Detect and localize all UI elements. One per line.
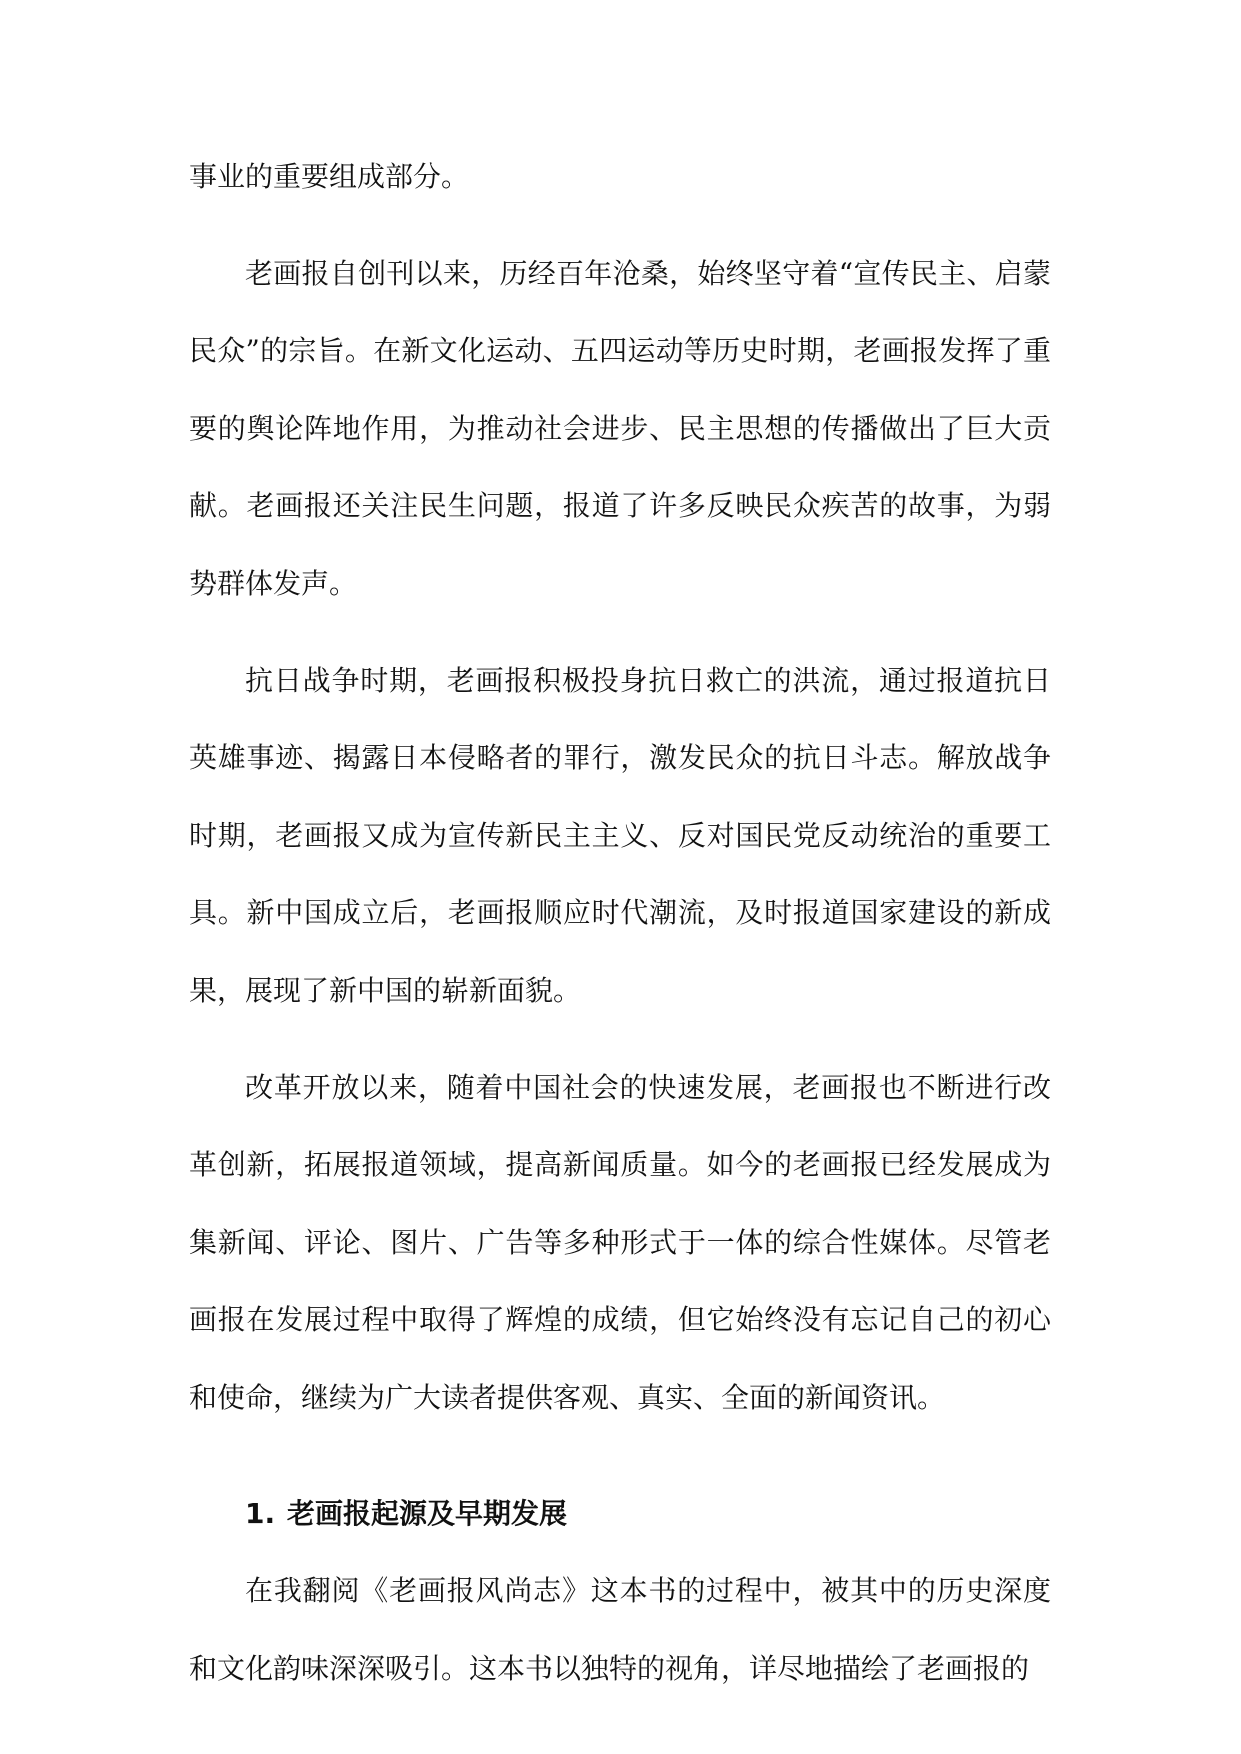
paragraph-history: 老画报自创刊以来，历经百年沧桑，始终坚守着“宣传民主、启蒙民众”的宗旨。在新文化运动、五四运动等历史时期，老画报发挥了重要的舆论阵地作用，为推动社会进步、民主思想的传播做出了巨大贡献。老画报还关注民生问题，报道了许多反映民众疾苦的故事，为弱势群体发声。 bbox=[189, 256, 1051, 600]
paragraph-continuation: 事业的重要组成部分。 bbox=[189, 160, 470, 193]
paragraph-book-intro: 在我翻阅《老画报风尚志》这本书的过程中，被其中的历史深度和文化韵味深深吸引。这本书以独特的视角，详尽地描绘了老画报的 bbox=[189, 1574, 1051, 1685]
section-heading-title: 老画报起源及早期发展 bbox=[287, 1496, 568, 1530]
paragraph-wartime: 抗日战争时期，老画报积极投身抗日救亡的洪流，通过报道抗日英雄事迹、揭露日本侵略者的罪行，激发民众的抗日斗志。解放战争时期，老画报又成为宣传新民主主义、反对国民党反动统治的重要工具。新中国成立后，老画报顺应时代潮流，及时报道国家建设的新成果，展现了新中国的崭新面貌。 bbox=[189, 663, 1051, 1007]
paragraph-reform: 改革开放以来，随着中国社会的快速发展，老画报也不断进行改革创新，拓展报道领域，提高新闻质量。如今的老画报已经发展成为集新闻、评论、图片、广告等多种形式于一体的综合性媒体。尽管老画报在发展过程中取得了辉煌的成绩，但它始终没有忘记自己的初心和使命，继续为广大读者提供客观、真实、全面的新闻资讯。 bbox=[189, 1070, 1051, 1414]
section-heading bbox=[189, 1475, 1051, 1553]
document-body bbox=[189, 138, 1051, 1707]
section-heading-number: 1. bbox=[245, 1496, 276, 1530]
